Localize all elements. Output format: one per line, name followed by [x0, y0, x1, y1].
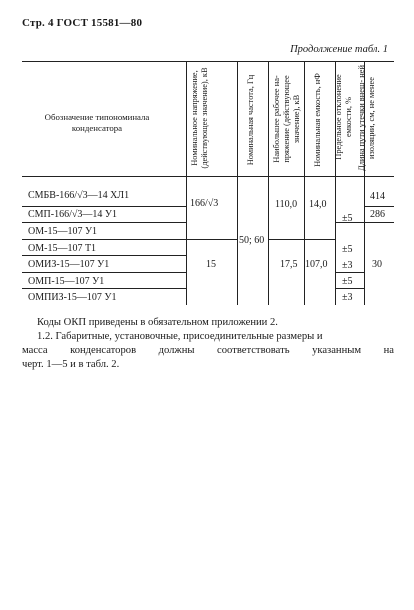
tolerance-row-rule-2 — [335, 272, 364, 273]
column-header-capacity: Номинальная емкость, нФ — [313, 73, 322, 167]
tolerance-row-rule-3 — [335, 288, 364, 289]
table-row-name-1: СМБВ-166/√3—14 ХЛ1 — [28, 190, 130, 201]
column-header-leakage: Длина пути утечки внеш- ней изоляции, см, не менее — [357, 65, 376, 171]
row-rule-6 — [22, 288, 187, 289]
tolerance-row-5: ±3 — [342, 260, 353, 271]
nominal-voltage-166: 166/√3 — [190, 198, 219, 209]
table-row-name-3: ОМ-15—107 У1 — [28, 226, 98, 237]
leakage-row-2: 286 — [370, 209, 385, 220]
paragraph-1-2-line3: черт. 1—5 и в табл. 2. — [22, 359, 120, 370]
table-row-name-2: СМП-166/√3—14 У1 — [28, 209, 117, 220]
nominal-voltage-15: 15 — [206, 259, 216, 270]
table-row-name-4: ОМ-15—107 Т1 — [28, 243, 97, 254]
column-header-nominal-voltage: Номинальное напряжение, (действующее значение), кВ — [190, 67, 209, 169]
table-row-name-6: ОМП-15—107 У1 — [28, 276, 105, 287]
capacity-107: 107,0 — [305, 259, 328, 270]
leakage-row-rule-2 — [364, 222, 394, 223]
column-header-designation: Обозначение типономинала конденсатора — [44, 112, 150, 133]
page-header: Стр. 4 ГОСТ 15581—80 — [22, 17, 143, 29]
max-voltage-110: 110,0 — [275, 199, 298, 210]
row-rule-3 — [22, 239, 187, 240]
capacity-14: 14,0 — [309, 199, 327, 210]
leakage-row-rule-1 — [364, 206, 394, 207]
column-divider-1 — [186, 61, 187, 305]
voltage-group-rule — [186, 239, 237, 240]
table-row-name-7: ОМПИЗ-15—107 У1 — [28, 292, 117, 303]
leakage-group: 30 — [372, 259, 382, 270]
row-rule-4 — [22, 255, 187, 256]
column-header-max-voltage: Наибольшее рабочее на- пряжение (действующее значение), кВ — [272, 75, 301, 163]
tolerance-row-6: ±5 — [342, 276, 353, 287]
column-header-tolerance: Предельное отклонение емкости, % — [334, 74, 353, 160]
table-header-rule — [22, 176, 394, 177]
column-divider-3 — [268, 61, 269, 305]
tolerance-row-2: ±5 — [342, 213, 353, 224]
table-row-name-5: ОМИЗ-15—107 У1 — [28, 259, 110, 270]
leakage-row-1: 414 — [370, 191, 385, 202]
tolerance-pair-rows-3-4: ±5 — [342, 244, 353, 255]
paragraph-1-2-line2: масса конденсаторов должны соответствовать указанным на — [22, 345, 394, 356]
column-header-frequency: Номинальная частота, Гц — [246, 74, 255, 166]
row-rule-5 — [22, 272, 187, 273]
tolerance-row-7: ±3 — [342, 292, 353, 303]
paragraph-1-2-line1: 1.2. Габаритные, установочные, присоединительные размеры и — [37, 331, 323, 342]
paragraph-okp: Коды ОКП приведены в обязательном приложении 2. — [37, 317, 278, 328]
column-divider-2 — [237, 61, 238, 305]
row-rule-1 — [22, 206, 187, 207]
nominal-frequency: 50; 60 — [239, 235, 265, 246]
maxvoltage-group-rule — [268, 239, 335, 240]
row-rule-2 — [22, 222, 187, 223]
table-continuation-label: Продолжение табл. 1 — [290, 44, 388, 55]
max-voltage-17-5: 17,5 — [280, 259, 298, 270]
